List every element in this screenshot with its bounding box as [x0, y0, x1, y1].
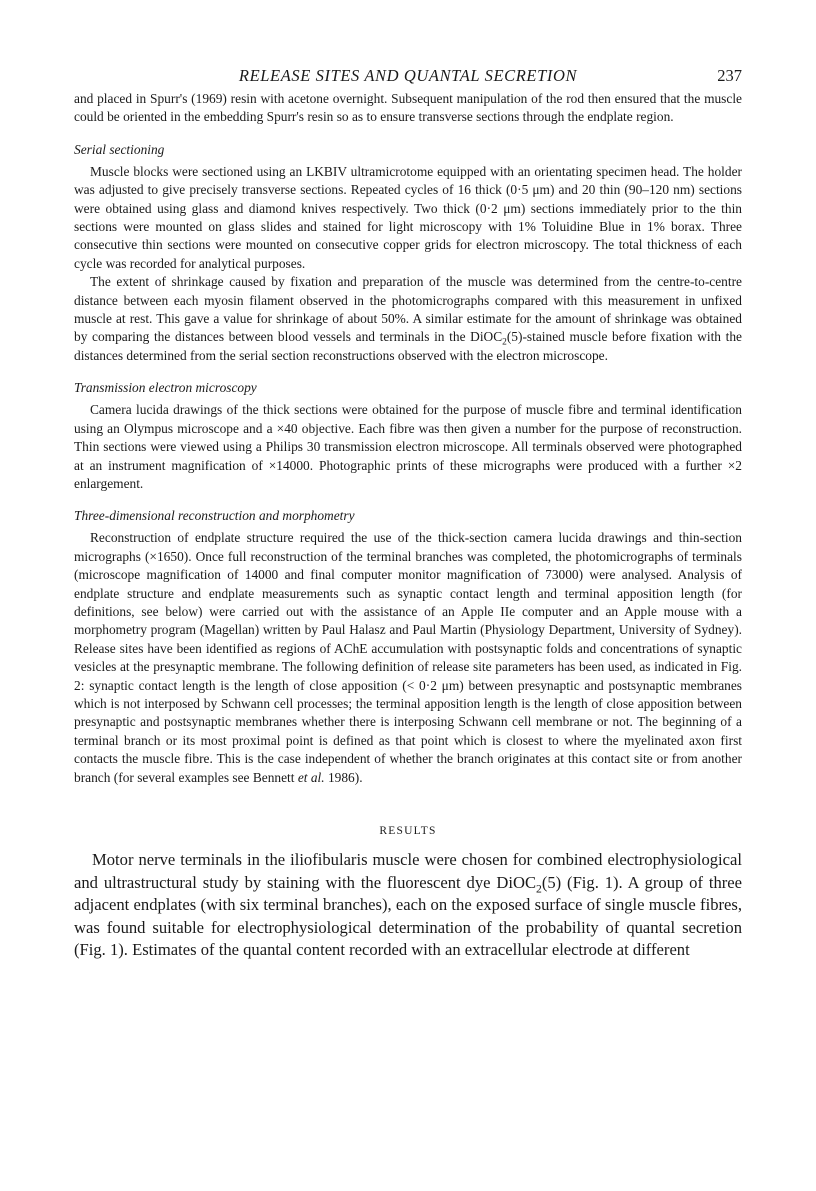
page-header [74, 66, 742, 90]
italic-citation: et al. [297, 769, 325, 785]
section-heading-serial-sectioning: Serial sectioning [74, 141, 165, 157]
serial-sectioning-paragraph-2 [74, 273, 742, 365]
text-run: (5)-stained muscle before fixation with the distances determined from the serial section reconstructions observed with the electron microscope. [74, 329, 742, 363]
text-run: 1986). [324, 769, 363, 785]
section-heading-tem: Transmission electron microscopy [74, 380, 257, 396]
subscript: 2 [536, 881, 542, 895]
text-run: The extent of shrinkage caused by fixation and preparation of the muscle was determined from the centre-to-centre distance between each myosin filament observed in the photomicrographs compared with this measurement in unfixed muscle at rest. This gave a value for shrinkage of about 50%. A similar estimate for the amount of shrinkage was obtained by comparing the distances between blood vessels and terminals in the DiOC [74, 274, 742, 345]
text-run: (5) (Fig. 1). A group of three adjacent endplates (with six terminal branches), each on the exposed surface of single muscle fibres, was found suitable for electrophysiological determination of the probability of quantal secretion (Fig. 1). Estimates of the quantal content recorded with an extracellular electrode at different [74, 872, 742, 960]
intro-paragraph: and placed in Spurr's (1969) resin with acetone overnight. Subsequent manipulation of the rod then ensured that the muscle could be oriented in the embedding Spurr's resin so as to ensure transverse sections through the endplate region. [74, 91, 742, 125]
tem-paragraph: Camera lucida drawings of the thick sections were obtained for the purpose of muscle fibre and terminal identification using an Olympus microscope and a ×40 objective. Each fibre was then given a number for the purpose of reconstruction. Thin sections were viewed using a Philips 30 transmission electron microscope. All terminals observed were photographed at an instrument magnification of ×14000. Photographic prints of these micrographs were produced with a further ×2 enlargement. [74, 402, 742, 491]
journal-page [74, 66, 742, 962]
running-title: RELEASE SITES AND QUANTAL SECRETION [238, 66, 578, 85]
methods-section [74, 90, 742, 787]
results-section [74, 849, 742, 962]
page-number: 237 [717, 66, 742, 85]
reconstruction-paragraph [74, 529, 742, 787]
section-heading-reconstruction: Three-dimensional reconstruction and morphometry [74, 508, 355, 524]
text-run: Motor nerve terminals in the iliofibularis muscle were chosen for combined electrophysiological and ultrastructural study by staining with the fluorescent dye DiOC [74, 850, 742, 892]
results-paragraph [74, 849, 742, 962]
results-heading: RESULTS [379, 825, 437, 837]
text-run: Reconstruction of endplate structure required the use of the thick-section camera lucida drawings and thin-section micrographs (×1650). Once full reconstruction of the terminal branches was completed, the photomicrographs of terminals (microscope magnification of 14000 and final computer monitor magnification of 73000) were analysed. Analysis of endplate structure and endplate measurements such as synaptic contact length and terminal apposition length (for definitions, see below) were carried out with the assistance of an Apple IIe computer and an Apple mouse with a morphometry program (Magellan) written by Paul Halasz and Paul Martin (Physiology Department, University of Sydney). Release sites have been identified as regions of AChE accumulation with postsynaptic folds and concentrations of synaptic vesicles at the presynaptic membrane. The following definition of release site parameters has been used, as indicated in Fig. 2: synaptic contact length is the length of close apposition (< 0·2 μm) between presynaptic and postsynaptic membranes which is not interposed by Schwann cell processes; the terminal apposition length is the length of close apposition between presynaptic and postsynaptic membranes whether there is interposing Schwann cell membrane or not. The beginning of a terminal branch or its most proximal point is defined as that point which is closest to where the myelinated axon first contacts the muscle fibre. This is the case independent of whether the branch originates at this contact site or from another branch (for several examples see Bennett [74, 530, 742, 785]
serial-sectioning-paragraph-1: Muscle blocks were sectioned using an LKBIV ultramicrotome equipped with an orientating specimen head. The holder was adjusted to give precisely transverse sections. Repeated cycles of 16 thick (0·5 μm) and 20 thin (90–120 nm) sections were obtained using glass and diamond knives respectively. Two thick (0·2 μm) sections immediately prior to the thin sections were mounted on glass slides and stained for light microscopy with 1% Toluidine Blue in 1% borax. Three consecutive thin sections were mounted on consecutive copper grids for electron microscopy. The total thickness of each cycle was recorded for analytical purposes. [74, 163, 742, 271]
subscript: 2 [502, 338, 507, 349]
